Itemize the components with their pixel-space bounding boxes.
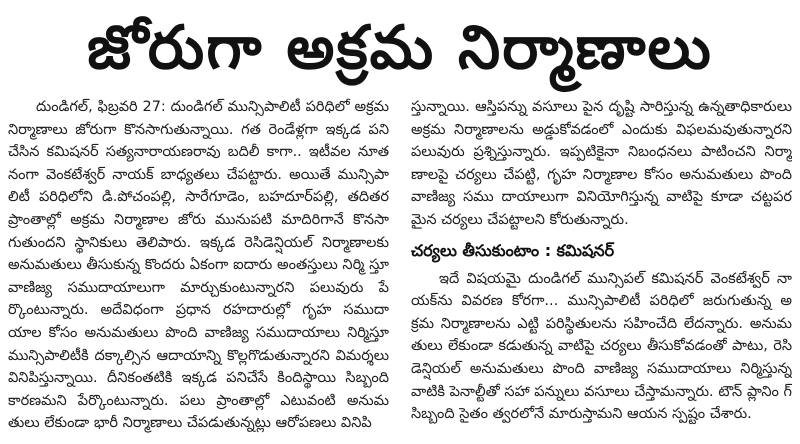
article-body: [8, 96, 792, 436]
right-column-top-text: స్తున్నాయి. ఆస్తిపన్ను వసూలు పైన దృష్టి సారిస్తున్న ఉన్నతాధికారులు అక్రమ నిర్మాణాలను అడ్డుకోవడంలో ఎందుకు విఫలమవుతున్నారని పలువురు ప్రశ్నిస్తున్నారు. ఇప్పటికైనా నిబంధనలు పాటించని నిర్మా ణాలపై చర్యలు చేపట్టి, గృహ నిర్మాణాల కోసం అనుమతులు పొంది వాణిజ్య సము దాయాలుగా వినియోగిస్తున్న వాటిపై కూడా చట్టపర మైన చర్యలు చేపట్టాలని కోరుతున్నారు.: [411, 99, 792, 228]
left-column-text: దుండిగల్, ఫిబ్రవరి 27: దుండిగల్ మున్సిపాలిటీ పరిధిలో అక్రమ నిర్మాణాలు జోరుగా కొనసాగుతున్నాయి. గత రెండేళ్లగా ఇక్కడ పని చేసిన కమిషనర్ సత్యనారాయణరావు బదిలీ కాగా.. ఇటీవల నూత నంగా వెంకటేశ్వర్ నాయక్ బాధ్యతలు చేపట్టారు. అయితే మున్సిపా లిటీ పరిధిలోని డి.పోచంపల్లి, సారేగూడెం, బహదూర్‌పల్లి, తదితర ప్రాంతాల్లో అక్రమ నిర్మాణాల జోరు మునుపటి మాదిరిగానే కొనసా గుతుందని స్థానికులు తెలిపారు. ఇక్కడ రెసిడెన్షియల్ నిర్మాణాలకు అనుమతులు తీసుకున్న కొందరు ఏకంగా ఐదారు అంతస్తులు నిర్మి స్తూ వాణిజ్య సముదాయాలుగా మార్చుకుంటున్నారని పలువురు పే ర్కొంటున్నారు. అదేవిధంగా ప్రధాన రహదారుల్లో గృహ సముదా యాల కోసం అనుమతులు పొంది వాణిజ్య సముదాయాలు నిర్మిస్తూ మున్సిపాలిటీకి దక్కాల్సిన ఆదాయాన్ని కొల్లగొడుతున్నారని విమర్శలు వినిపిస్తున్నాయి. దీనికంతటికి ఇక్కడ పనిచేసే కిందిస్థాయి సిబ్బంది కారణమని పేర్కొంటున్నారు. పలు ప్రాంతాల్లో ఎటువంటి అనుమ తులు లేకుండా భారీ నిర్మాణాలు చేపడుతున్నట్లు ఆరోపణలు వినిపి: [8, 99, 389, 432]
subheading: చర్యలు తీసుకుంటాం : కమిషనర్: [411, 240, 615, 260]
right-column: [411, 96, 792, 436]
right-column-bottom-text: ఇదే విషయమై దుండిగల్ మున్సిపల్ కమిషనర్ వెంకటేశ్వర్ నా యక్‌ను వివరణ కోరగా... మున్సిపాలిటీ పరిధిలో జరుగుతున్న అ క్రమ నిర్మాణాలను ఎట్టి పరిస్థితులను సహించేది లేదన్నారు. అనుమ తులు లేకుండా కడుతున్న వాటిపై చర్యలు తీసుకోవడంతో పాటు, రెసి డెన్షియల్ అనుమతులు పొంది వాణిజ్య సముదాయాలు నిర్మిస్తున్న వాటికి పెనాల్టీతో సహా పన్నులు వసూలు చేస్తామన్నారు. టౌన్ ప్లానిం గ్ సిబ్బంది సైతం త్వరలోనే మారుస్తామని ఆయన స్పష్టం చేశారు.: [411, 270, 792, 423]
left-column: [8, 96, 389, 436]
headline: జోరుగా అక్రమ నిర్మాణాలు: [87, 13, 713, 83]
